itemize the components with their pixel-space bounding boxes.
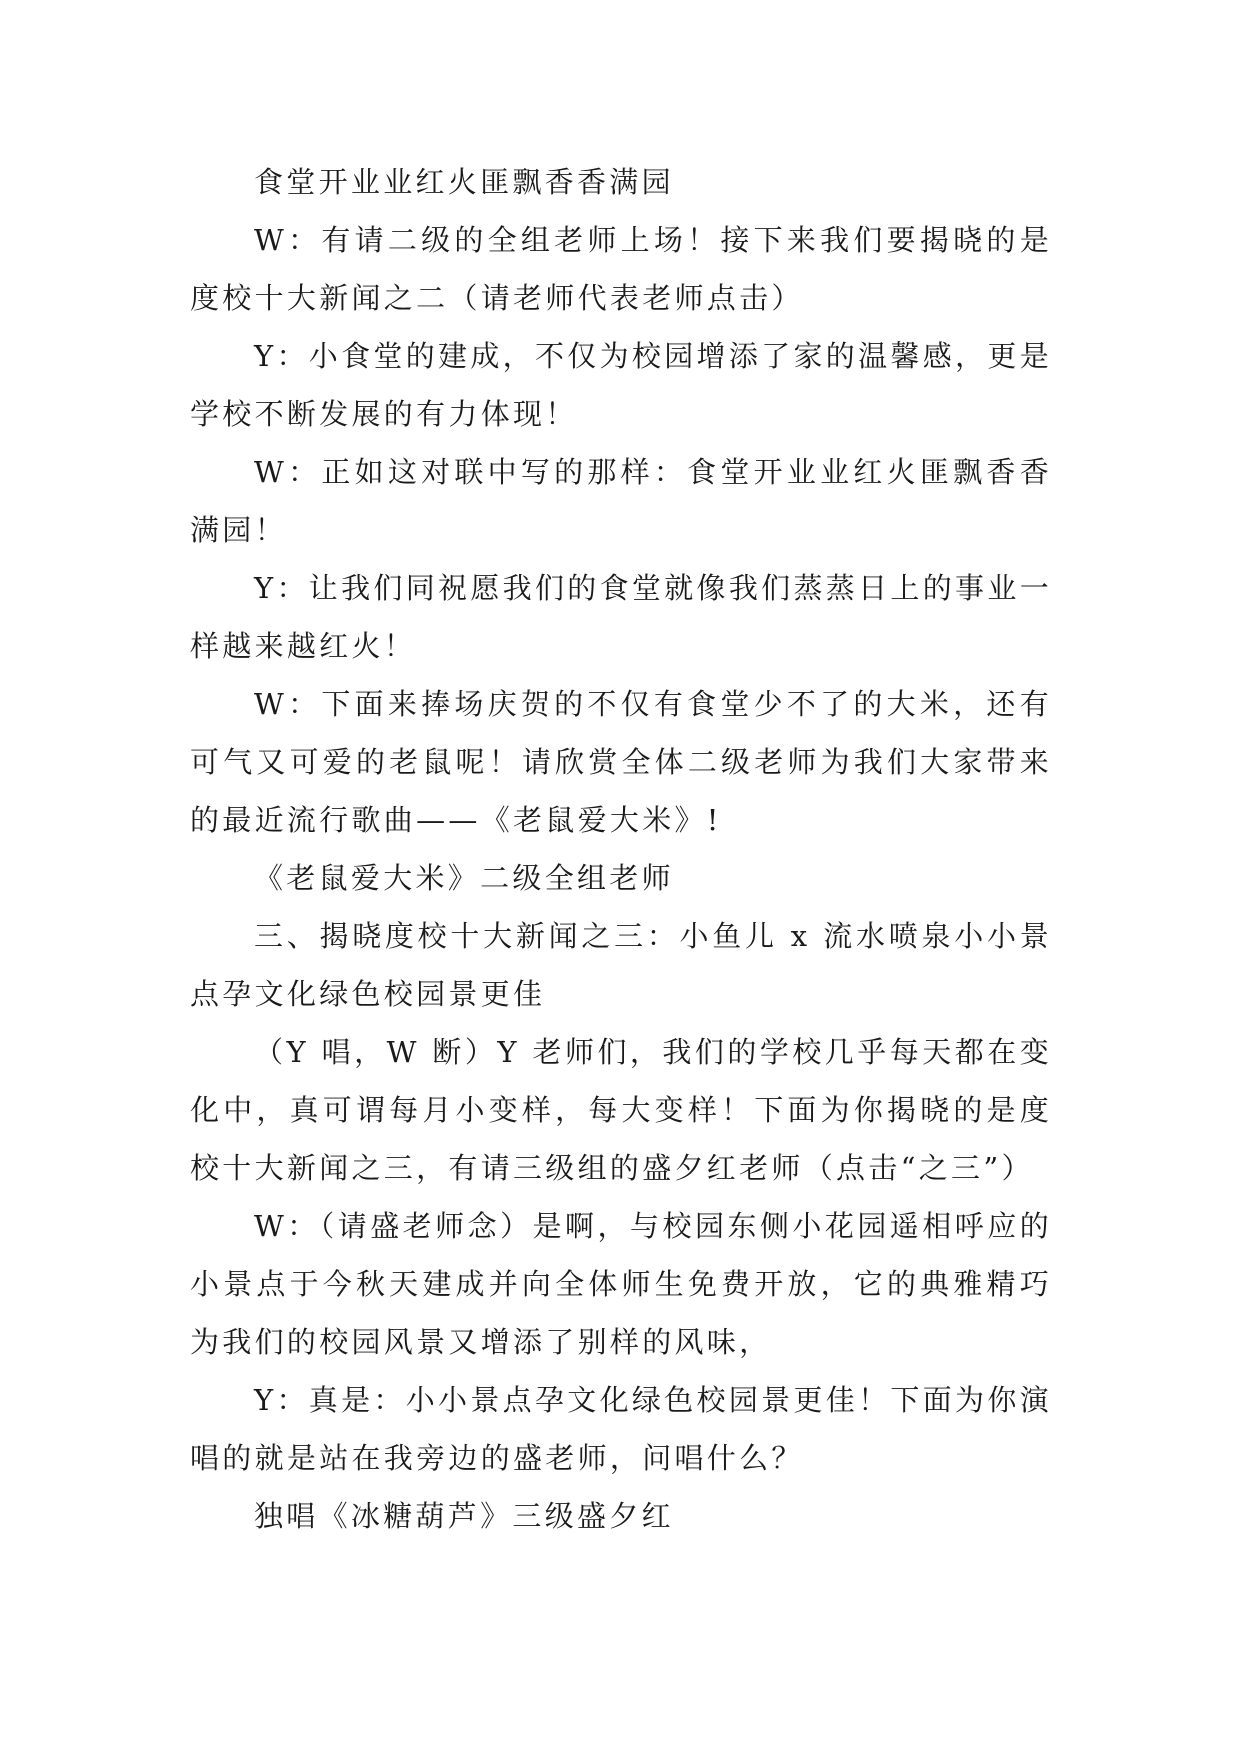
paragraph-song-title: 《老鼠爱大米》二级全组老师 — [254, 861, 674, 895]
paragraph-w-song-intro: W：下面来捧场庆贺的不仅有食堂少不了的大米，还有可气又可爱的老鼠呢！请欣赏全体二级老师为我们大家带来的最近流行歌曲——《老鼠爱大米》! — [190, 687, 1052, 837]
paragraph-solo-title: 独唱《冰糖葫芦》三级盛夕红 — [254, 1499, 674, 1533]
paragraph-couplet-title: 食堂开业业红火匪飘香香满园 — [254, 165, 674, 199]
paragraph-y-performer-intro: Y：真是：小小景点孕文化绿色校园景更佳！下面为你演唱的就是站在我旁边的盛老师，问唱什么？ — [190, 1383, 1052, 1475]
paragraph-news-three-heading: 三、揭晓度校十大新闻之三：小鱼儿 x 流水喷泉小小景点孕文化绿色校园景更佳 — [190, 919, 1052, 1011]
paragraph-w-couplet: W：正如这对联中写的那样：食堂开业业红火匪飘香香满园！ — [190, 455, 1052, 547]
paragraph-y-wish: Y：让我们同祝愿我们的食堂就像我们蒸蒸日上的事业一样越来越红火！ — [190, 571, 1052, 663]
paragraph-y-canteen-built: Y：小食堂的建成，不仅为校园增添了家的温馨感，更是学校不断发展的有力体现！ — [190, 339, 1052, 431]
paragraph-w-invite-grade-two: W：有请二级的全组老师上场！接下来我们要揭晓的是度校十大新闻之二（请老师代表老师点击） — [190, 223, 1052, 315]
paragraph-y-school-change: （Y 唱，W 断）Y 老师们，我们的学校几乎每天都在变化中，真可谓每月小变样，每大变样！下面为你揭晓的是度校十大新闻之三，有请三级组的盛夕红老师（点击“之三”） — [190, 1035, 1052, 1185]
paragraph-w-scenic-spot: W：（请盛老师念）是啊，与校园东侧小花园遥相呼应的小景点于今秋天建成并向全体师生免费开放，它的典雅精巧为我们的校园风景又增添了别样的风味， — [190, 1209, 1052, 1359]
document-body — [190, 153, 1052, 1545]
